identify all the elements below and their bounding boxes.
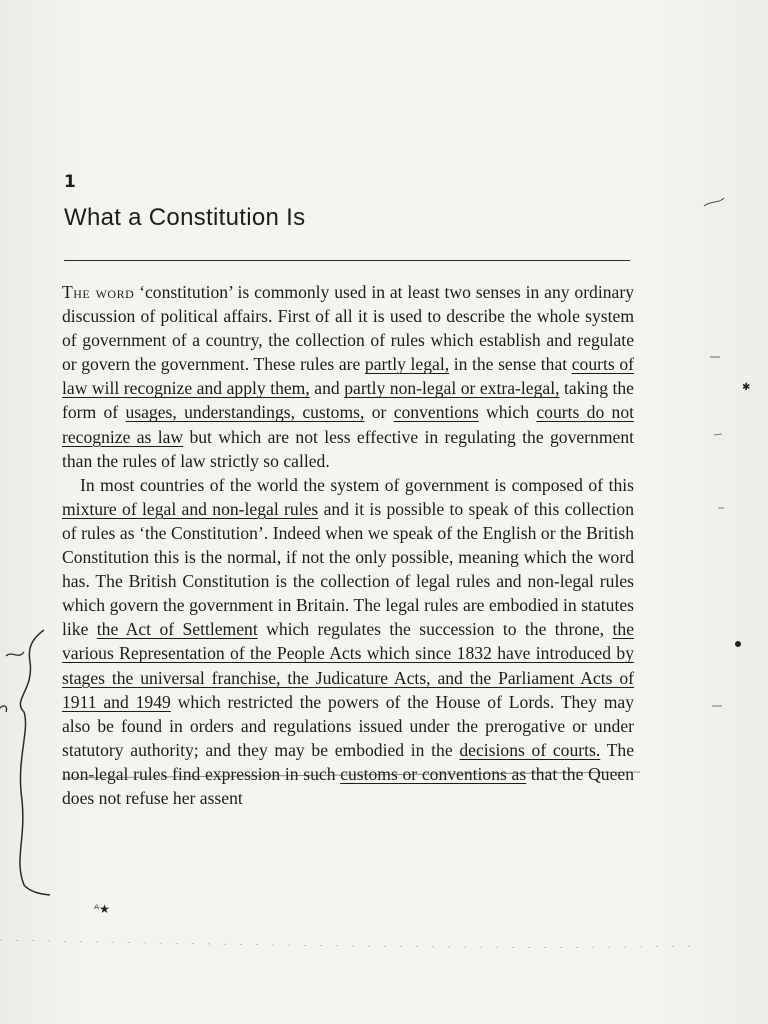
text-run: or: [364, 402, 394, 423]
pencil-squiggle: [6, 652, 24, 656]
underlined-phrase: mixture of legal and non-legal rules: [62, 498, 319, 519]
text-run: in the sense that: [449, 354, 572, 375]
underlined-phrase: the Act of Settlement: [96, 619, 258, 640]
pencil-star-icon: ᴬ★: [94, 902, 110, 916]
underlined-phrase: courts do not recognize as law: [62, 402, 635, 447]
text-run: that the Queen does not refuse her assent: [62, 763, 634, 808]
text-run: ‘constitution’ is commonly used in at least two senses in any ordinary discussion of political affairs. First of all it is used to describe the whole system of government of a country, the collection of rules which establish and regulate or govern the government. These rules are: [62, 282, 635, 375]
underlined-phrase: customs or conventions as: [340, 763, 527, 784]
pencil-underline: [62, 772, 640, 778]
pencil-bracket: [20, 630, 50, 895]
underlined-phrase: usages, understandings, customs,: [125, 402, 365, 423]
text-run: and it is possible to speak of this collection of rules as ‘the Constitution’. Indeed when we speak of the English or the British Constitution this is the normal, if not the only possible, meaning which the word has. The British Constitution is the collection of legal rules and non-legal rules which govern the government in Britain. The legal rules are embodied in statutes like: [62, 498, 635, 640]
margin-dot: [735, 641, 741, 647]
text-run: which regulates the succession to the throne,: [257, 619, 613, 640]
text-run: In most countries of the world the system of government is composed of this: [80, 474, 634, 495]
underlined-phrase: partly legal,: [364, 354, 450, 375]
margin-tick: [704, 198, 724, 206]
margin-asterisk-icon: ✱: [742, 382, 751, 393]
underlined-phrase: decisions of courts.: [459, 739, 601, 760]
text-run: but which are not less effective in regulating the government than the rules of law strictly so called.: [62, 426, 635, 471]
underlined-phrase: partly non-legal or extra-legal,: [344, 378, 560, 399]
text-run: which: [478, 402, 537, 423]
underlined-phrase: conventions: [393, 402, 479, 423]
text-run: and: [309, 378, 345, 399]
chapter-number: 1: [64, 172, 76, 192]
page-speckle: [0, 940, 700, 947]
margin-tick: [714, 434, 722, 435]
small-caps-opening: The word: [62, 282, 135, 302]
text-run: taking the form of: [62, 378, 634, 423]
chapter-title: What a Constitution Is: [64, 204, 306, 231]
text-run: The non-legal rules find expression in such: [62, 739, 635, 784]
underlined-phrase: courts of law will recognize and apply them,: [62, 354, 634, 399]
pencil-mark: [0, 706, 7, 712]
underlined-phrase: the various Representation of the People Acts which since 1832 have introduced by stages the universal franchise, the Judicature Acts, and the Parliament Acts of 1911 and 1949: [62, 619, 635, 712]
text-run: which restricted the powers of the House of Lords. They may also be found in orders and regulations issued under the prerogative or under statutory authority; and they may be embodied in the: [62, 691, 635, 760]
